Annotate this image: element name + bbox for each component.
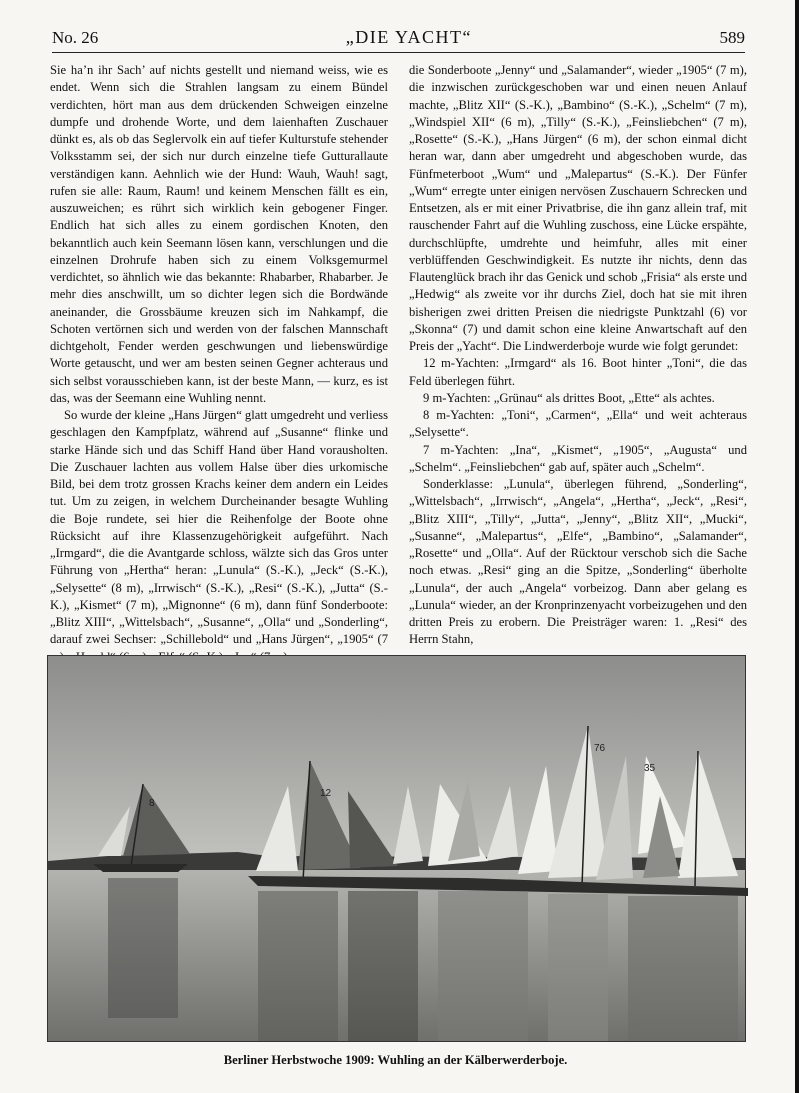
page-edge [795, 0, 799, 1093]
issue-number: No. 26 [52, 28, 99, 47]
paragraph: 7 m-Yachten: „Ina“, „Kismet“, „1905“, „Augusta“ und „Schelm“. „Feinsliebchen“ gab auf, später auch „Schelm“. [409, 442, 747, 474]
sail-number: 35 [644, 763, 656, 774]
page-number: 589 [719, 28, 745, 47]
paragraph: die Sonderboote „Jenny“ und „Salamander“, wieder „1905“ (7 m), die inzwischen zurückgeschoben war und einen neuen Anlauf machte, „Blitz XII“ (S.-K.), „Bambino“ (S.-K.), „Schelm“ (7 m), „Windspiel XII“ (6 m), „Tilly“ (S.-K.), „Feinsliebchen“ (7 m), „Rosette“ (S.-K.), „Hans Jürgen“ (6 m), der schon einmal dicht heran war, dann aber umgedreht und abgeschoben wurde, das Fünfmeterboot „Wum“ und „Malepartus“ (S.-K.). Der Fünfer „Wum“ erregte unter einigen nervösen Zuschauern Schrecken und Entsetzen, als er mit einer Privatbrise, die ihn ganz allein traf, mit rauschender Fahrt auf die Wuhling zuschoss, eine Lücke erspähte, durchschlüpfte, umdrehte und heimfuhr, alles mit einer verblüffenden Geschwindigkeit. Es nutzte ihr nichts, denn das Flautenglück brach ihr das Genick und schob „Frisia“ als erste und „Hedwig“ als zweite vor ihr durchs Ziel, doch hat sie mit ihren bisherigen zwei dritten Preisen die niedrigste Punktzahl (6) vor „Skonna“ (7) und damit schon eine kleine Anwartschaft auf den Preis der „Yacht“. Die Lindwerderboje wurde wie folgt gerundet: [409, 63, 747, 353]
paragraph: So wurde der kleine „Hans Jürgen“ glatt umgedreht und verliess geschlagen den Kampfplatz, während auf „Susanne“ flinke und starke Hände sich und das Schiff Hand über Hand vorausholten. Die Zuschauer lachten aus vollem Halse über dies urkomische Bild, bei dem trotz grossen Krachs keiner dem andern ein Leides tut. Um zu zeigen, in welchem Durcheinander besagte Wuhling die Boje rundete, sei hier die Reihenfolge der Boote ohne Rücksicht auf ihre Klassenzugehörigkeit aufgeführt. Nach „Irmgard“, die die Avantgarde schloss, wälzte sich das Gros unter Führung von „Hertha“ heran: „Lunula“ (S.-K.), „Jeck“ (S.-K.), „Selysette“ (8 m), „Irrwisch“ (S.-K.), „Resi“ (S.-K.), „Jutta“ (S.-K.), „Kismet“ (7 m), „Mignonne“ (6 m), dann fünf Sonderboote: „Blitz XIII“, „Wittelsbach“, „Susanne“, „Olla“ und „Sonderling“, darauf zwei Sechser: „Schillebold“ und „Hans Jürgen“, „1905“ (7 [50, 408, 388, 647]
page-header [52, 18, 745, 53]
sail-number: 12 [320, 788, 332, 799]
text-columns [50, 62, 747, 647]
sail-number: 76 [594, 743, 606, 754]
paragraph: Sonderklasse: „Lunula“, überlegen führend, „Sonderling“, „Wittelsbach“, „Irrwisch“, „Angela“, „Hertha“, „Jeck“, „Resi“, „Blitz XIII“, „Tilly“, „Jutta“, „Jenny“, „Blitz XII“, „Mucki“, „Susanne“, „Malepartus“, „Elfe“, „Bambino“, „Salamander“, „Rosette“ und „Olla“. Auf der Rücktour verschob sich die Sache noch etwas. „Resi“ ging an die Spitze, „Sonderling“ überholte „Lunula“, der auch „Angela“ vorbeizog. Dann aber gelang es „Lunula“ wieder, an der Kronprinzenyacht vorbeizugehen und den dritten Preis zu erobern. Die Preisträger waren: 1. „Resi“ des Herrn Stahn, [409, 477, 747, 647]
photo-caption: Berliner Herbstwoche 1909: Wuhling an der Kälberwerderboje. [223, 1053, 568, 1067]
right-column [409, 62, 747, 647]
regatta-photograph [47, 655, 746, 1042]
journal-title: „DIE YACHT“ [345, 27, 473, 47]
paragraph: 9 m-Yachten: „Grünau“ als drittes Boot, „Ette“ als achtes. [423, 390, 715, 405]
paragraph: Sie ha’n ihr Sach’ auf nichts gestellt und niemand weiss, wie es endet. Wenn sich die Strahlen langsam zu einem Bündel verdichten, hört man aus dem drückenden Schweigen einzelne dumpfe und drohende Worte, und dem laienhaften Zuschauer dünkt es, als ob das Seglervolk ein auf tiefer Kulturstufe stehender Volksstamm sei, der sich nur durch einzelne tiefe Gutturallaute verständigen kann. Aehnlich wie der Hund: Wauh, Wauh! sagt, rufen sie alle: Raum, Raum! und keinem Menschen fällt es ein, auszuweichen; es rührt sich wirklich kein gebogener Finger. Endlich hat sich alles zu einem gordischen Knoten, den bekanntlich auch kein Seemann lösen kann, verschlungen und die einzelnen Drohrufe haben sich zu einem Volksgemurmel verdichtet, so ähnlich wie das bekannte: Rhabarber, Rhabarber. Je mehr dies anschwillt, um so dichter legen sich die Bordwände aneinander, die Grossbäume kreuzen sich im Nahkampf, die Schoten vertörnen sich und werden von der falschen Mannschaft dichtgeholt, Fender werden geschwungen und liebenswürdige Worte getauscht, und wer am besten seinen Gegner achteraus und sich selbst vorausschieben kann, ist der beste Mann, — kurz, es ist das, was der Seemann eine Wuhling nennt. [50, 63, 388, 405]
paragraph: 8 m-Yachten: „Toni“, „Carmen“, „Ella“ und weit achteraus „Selysette“. [409, 408, 747, 440]
paragraph: 12 m-Yachten: „Irmgard“ als 16. Boot hinter „Toni“, die das Feld überlegen führt. [409, 356, 747, 388]
sail-number: 8 [149, 798, 155, 809]
left-column [50, 62, 388, 647]
